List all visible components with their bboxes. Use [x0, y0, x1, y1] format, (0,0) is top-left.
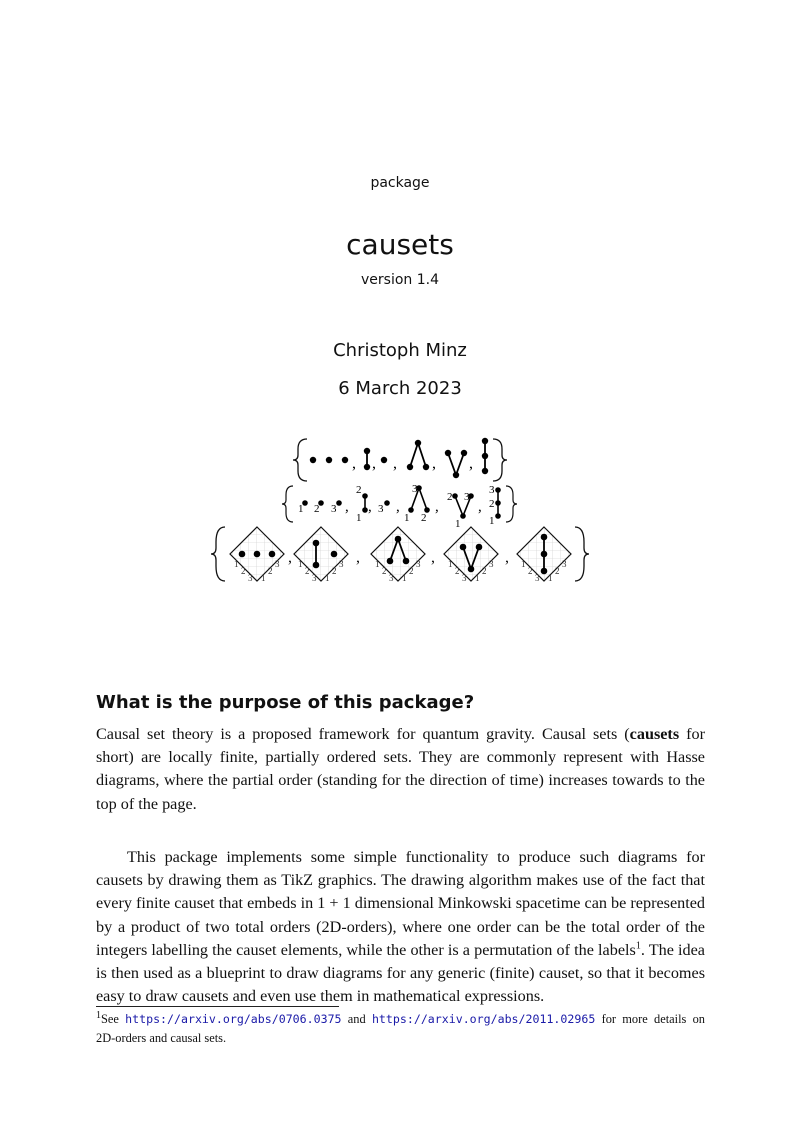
axis-label: 2 [332, 566, 337, 576]
causet-antichain [310, 457, 348, 463]
separator-comma: , [372, 455, 376, 472]
paragraph-text: for short) are locally finite, partially ordered sets. They are commonly represent with Hasse diagrams, where the partial order (standing for the direction of time) increases towards to the top of the page. [96, 725, 706, 813]
separator-comma: , [345, 499, 349, 515]
axis-label: 3 [462, 573, 467, 583]
axis-label: 1 [325, 573, 330, 583]
labelled-v [447, 491, 474, 530]
axis-label: 2 [528, 566, 533, 576]
section-heading: What is the purpose of this package? [96, 692, 475, 713]
diamond-diagram-antichain [230, 527, 284, 583]
separator-comma: , [368, 499, 372, 515]
paragraph-intro [96, 723, 705, 816]
causet-set-row-3 [211, 527, 589, 583]
axis-label: 2 [382, 566, 387, 576]
axis-label: 3 [312, 573, 317, 583]
element-label: 2 [421, 512, 427, 524]
axis-label: 1 [375, 559, 380, 569]
diamond-diagram-lambda [371, 527, 425, 583]
axis-label: 1 [521, 559, 526, 569]
separator-comma: , [288, 549, 292, 566]
footnote-link-1[interactable]: https://arxiv.org/abs/0706.0375 [125, 1012, 342, 1026]
bold-term: causets [629, 725, 680, 743]
axis-label: 3 [489, 559, 494, 569]
footnote-divider [96, 1006, 339, 1007]
element-label: 1 [455, 518, 461, 530]
labelled-antichain [298, 500, 342, 515]
separator-comma: , [469, 455, 473, 472]
axis-label: 1 [402, 573, 407, 583]
axis-label: 2 [241, 566, 246, 576]
axis-label: 2 [268, 566, 273, 576]
separator-comma: , [352, 455, 356, 472]
causet-lambda [407, 440, 429, 470]
diamond-diagram-v [444, 527, 498, 583]
diamond-diagram-chain-plus-point [294, 527, 348, 583]
separator-comma: , [396, 499, 400, 515]
axis-label: 2 [455, 566, 460, 576]
element-label: 1 [404, 512, 410, 524]
footnote-text: See [101, 1012, 126, 1026]
element-label: 3 [378, 503, 384, 515]
axis-label: 2 [482, 566, 487, 576]
axis-label: 2 [409, 566, 414, 576]
axis-label: 3 [416, 559, 421, 569]
axis-label: 1 [448, 559, 453, 569]
axis-label: 1 [475, 573, 480, 583]
version-label: version 1.4 [361, 272, 439, 288]
axis-label: 3 [275, 559, 280, 569]
publication-date: 6 March 2023 [338, 378, 462, 399]
package-label: package [370, 175, 430, 191]
left-brace-icon [282, 486, 293, 522]
separator-comma: , [431, 549, 435, 566]
element-label: 3 [489, 484, 495, 496]
labelled-chain-plus-point [356, 484, 390, 524]
axis-label: 2 [305, 566, 310, 576]
right-brace-icon [506, 486, 517, 522]
separator-comma: , [432, 455, 436, 472]
footnote-link-2[interactable]: https://arxiv.org/abs/2011.02965 [371, 1012, 596, 1026]
element-label: 1 [298, 503, 304, 515]
labelled-lambda [404, 483, 430, 524]
footnote-text: for more details on 2D-orders and causal sets. [96, 1012, 705, 1045]
labelled-three-chain [489, 484, 501, 527]
right-brace-icon [493, 439, 507, 481]
axis-label: 1 [261, 573, 266, 583]
axis-label: 2 [555, 566, 560, 576]
element-label: 2 [489, 498, 495, 510]
page-title: causets [346, 228, 454, 261]
element-label: 2 [314, 503, 320, 515]
axis-label: 1 [234, 559, 239, 569]
diamond-diagram-three-chain [517, 527, 571, 583]
separator-comma: , [356, 549, 360, 566]
right-brace-icon [575, 527, 589, 581]
element-label: 1 [356, 512, 362, 524]
causet-set-row-1 [293, 438, 507, 481]
axis-label: 3 [389, 573, 394, 583]
causet-diagrams-figure [0, 430, 800, 595]
paragraph-text: . The idea is then used as a blueprint to draw diagrams for any generic (finite) causet, so that it becomes easy to draw causets and even use them in mathematical expressions. [96, 940, 705, 1006]
footnote [96, 1010, 705, 1048]
separator-comma: , [478, 499, 482, 515]
left-brace-icon [211, 527, 225, 581]
axis-label: 1 [298, 559, 303, 569]
axis-label: 3 [535, 573, 540, 583]
footnote-marker[interactable]: 1 [635, 940, 641, 952]
causet-three-chain [482, 438, 488, 474]
axis-label: 1 [548, 573, 553, 583]
paragraph-description [96, 846, 705, 1008]
causet-set-row-2 [282, 483, 517, 530]
element-label: 3 [331, 503, 337, 515]
element-label: 1 [489, 515, 495, 527]
axis-label: 3 [248, 573, 253, 583]
footnote-number: 1 [96, 1009, 101, 1021]
element-label: 2 [356, 484, 362, 496]
element-label: 3 [464, 491, 470, 503]
paragraph-text: Causal set theory is a proposed framework for quantum gravity. Causal sets ( [96, 725, 630, 743]
axis-label: 3 [562, 559, 567, 569]
separator-comma: , [505, 549, 509, 566]
paragraph-text: This package implements some simple functionality to produce such diagrams for causets by drawing them as TikZ graphics. The drawing algorithm makes use of the fact that every finite causet that embeds in 1 + 1 dimensional Minkowski spacetime can be represented by a product of two total orders (2D-orders), where one order can be the total order of the integers labelling the causet elements, while the other is a permutation of the labels [96, 848, 705, 959]
causet-v [445, 450, 467, 478]
left-brace-icon [293, 439, 307, 481]
separator-comma: , [393, 455, 397, 472]
axis-label: 3 [339, 559, 344, 569]
element-label: 3 [412, 483, 418, 495]
separator-comma: , [435, 499, 439, 515]
element-label: 2 [447, 491, 453, 503]
footnote-text: and [341, 1012, 372, 1026]
author-name: Christoph Minz [333, 340, 467, 361]
